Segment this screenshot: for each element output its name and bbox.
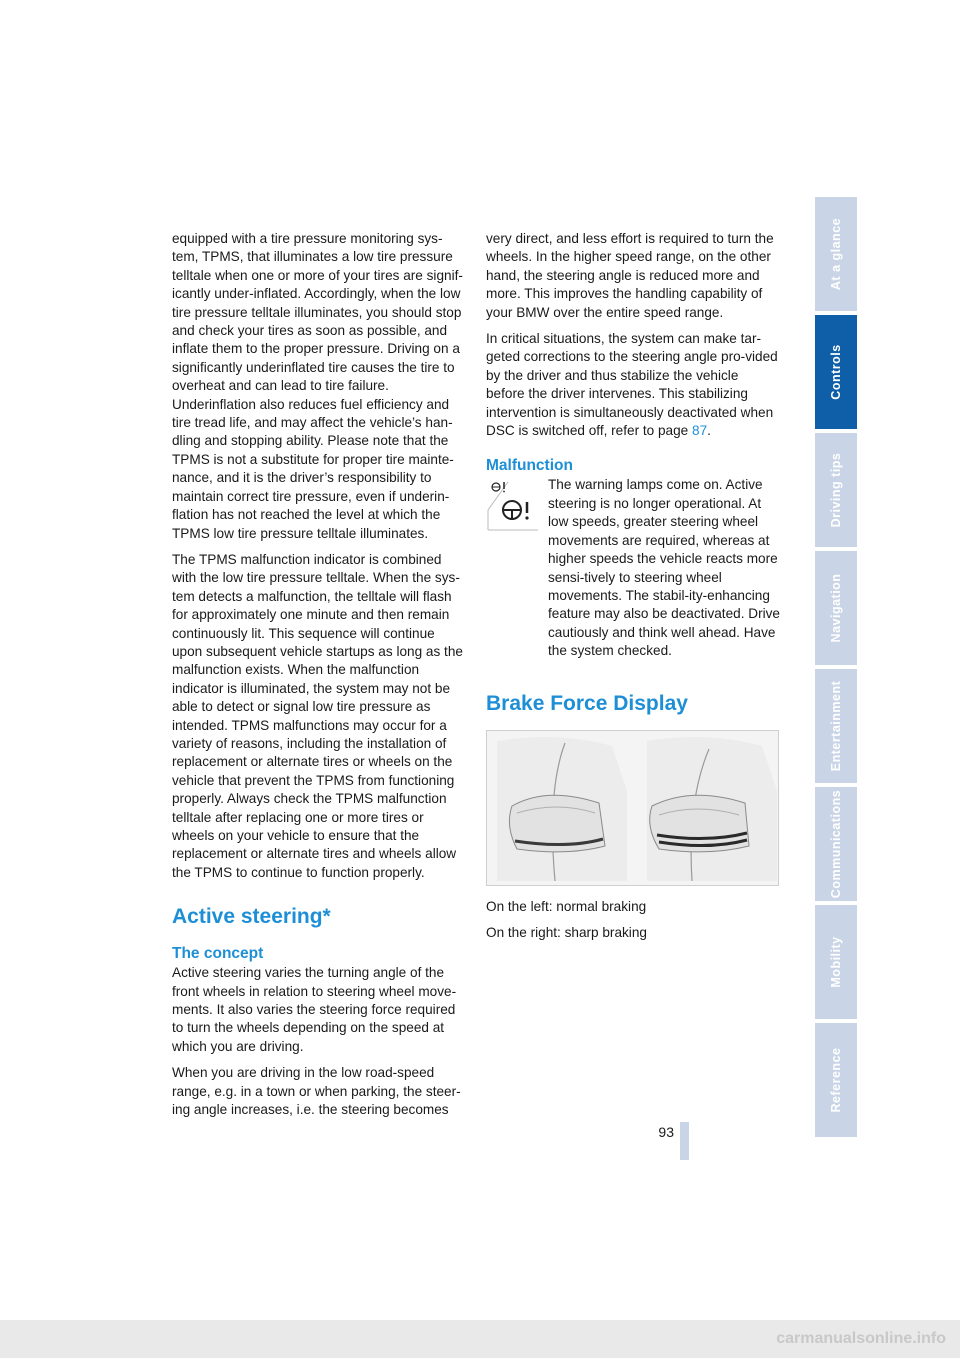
page-link-87[interactable]: 87 — [692, 423, 708, 439]
brake-force-display-heading: Brake Force Display — [486, 691, 688, 715]
tab-driving-tips-label: Driving tips — [829, 452, 843, 528]
chapter-tabs — [815, 197, 857, 1141]
tab-entertainment-label: Entertainment — [829, 680, 843, 772]
tab-navigation[interactable] — [815, 551, 857, 665]
tab-mobility[interactable] — [815, 905, 857, 1019]
tab-controls[interactable] — [815, 315, 857, 429]
tpms-paragraph-1: equipped with a tire pressure monitoring sys-tem, TPMS, that illuminates a low tire pressure telltale when one or more of your tires are signif-icantly under-inflated. Accordingly, when the low tire pressure telltale illuminates, you should stop and check your tires as soon as possible, and inflate them to the proper pressure. Driving on a significantly underinflated tire causes the tire to overheat and can lead to tire failure. Underinflation also reduces fuel efficiency and tire tread life, and may affect the vehicle’s han-dling and stopping ability. Please note that the TPMS is not a substitute for proper tire mainte-nance, and it is the driver’s responsibility to maintain correct tire pressure, even if underin-flation has not reached the level at which the TPMS low tire pressure telltale illuminates. — [172, 231, 463, 541]
footer-watermark[interactable]: carmanualsonline.info — [776, 1330, 946, 1347]
malfunction-block — [486, 476, 780, 660]
steering-warning-icon — [486, 480, 540, 532]
malfunction-heading: Malfunction — [486, 457, 573, 475]
steering-paragraph-1: very direct, and less effort is required to turn the wheels. In the higher speed range, on the other hand, the steering angle is reduced more and more. This improves the handling capability of your BMW over the entire speed range. — [486, 231, 774, 320]
brake-lights-illustration — [486, 730, 779, 886]
tab-reference[interactable] — [815, 1023, 857, 1137]
concept-paragraph-1: Active steering varies the turning angle of the front wheels in relation to steering wheel move-ments. It also varies the steering force required to turn the wheels depending on the speed at which you are driving. — [172, 965, 457, 1054]
tab-controls-label: Controls — [829, 344, 843, 400]
tab-reference-label: Reference — [829, 1047, 843, 1113]
tab-communications-label: Communications — [829, 789, 843, 899]
steering-paragraph-2 — [486, 330, 780, 440]
tpms-paragraph-2: The TPMS malfunction indicator is combined with the low tire pressure telltale. When the sys-tem detects a malfunction, the telltale will flash for approximately one minute and then remain continuously lit. This sequence will continue upon subsequent vehicle startups as long as the malfunction exists. When the malfunction indicator is illuminated, the system may not be able to detect or signal low tire pressure as intended. TPMS malfunctions may occur for a variety of reasons, including the installation of replacement or alternate tires or wheels on the vehicle that prevent the TPMS from functioning properly. Always check the TPMS malfunction telltale after replacing one or more tires or wheels on your vehicle to ensure that the replacement or alternate tires and wheels allow the TPMS to continue to function properly. — [172, 551, 463, 880]
tab-driving-tips[interactable] — [815, 433, 857, 547]
tab-at-a-glance-label: At a glance — [829, 217, 843, 291]
caption-normal-braking: On the left: normal braking — [486, 898, 647, 914]
tab-at-a-glance[interactable] — [815, 197, 857, 311]
tab-entertainment[interactable] — [815, 669, 857, 783]
concept-paragraph-2: When you are driving in the low road-speed range, e.g. in a town or when parking, the steer-ing angle increases, i.e. the steering becomes — [172, 1065, 461, 1118]
malfunction-text: The warning lamps come on. Active steering is no longer operational. At low speeds, greater steering wheel movements are required, whereas at higher speeds the vehicle reacts more sensi-tively to steering wheel movements. The stabil-ity-enhancing feature may also be deactivated. Drive cautiously and think well ahead. Have the system checked. — [548, 477, 780, 659]
steering-paragraph-2-end: . — [707, 423, 711, 439]
footer-bar — [0, 1320, 960, 1358]
active-steering-heading: Active steering* — [172, 905, 331, 929]
tab-communications[interactable] — [815, 787, 857, 901]
tail-light-drawing — [487, 731, 778, 885]
right-column — [486, 230, 780, 950]
caption-sharp-braking: On the right: sharp braking — [486, 924, 647, 940]
page-number: 93 — [658, 1124, 674, 1140]
concept-heading: The concept — [172, 945, 264, 963]
page-number-bar — [680, 1122, 689, 1160]
left-column — [172, 230, 466, 1127]
tab-mobility-label: Mobility — [829, 936, 843, 988]
steering-paragraph-2-text: In critical situations, the system can make tar-geted corrections to the steering angle pro-vided by the driver and thus stabilize the vehicle before the driver intervenes. This stabilizing intervention is simultaneously deactivated when DSC is switched off, refer to page — [486, 331, 778, 439]
tab-navigation-label: Navigation — [829, 573, 843, 643]
